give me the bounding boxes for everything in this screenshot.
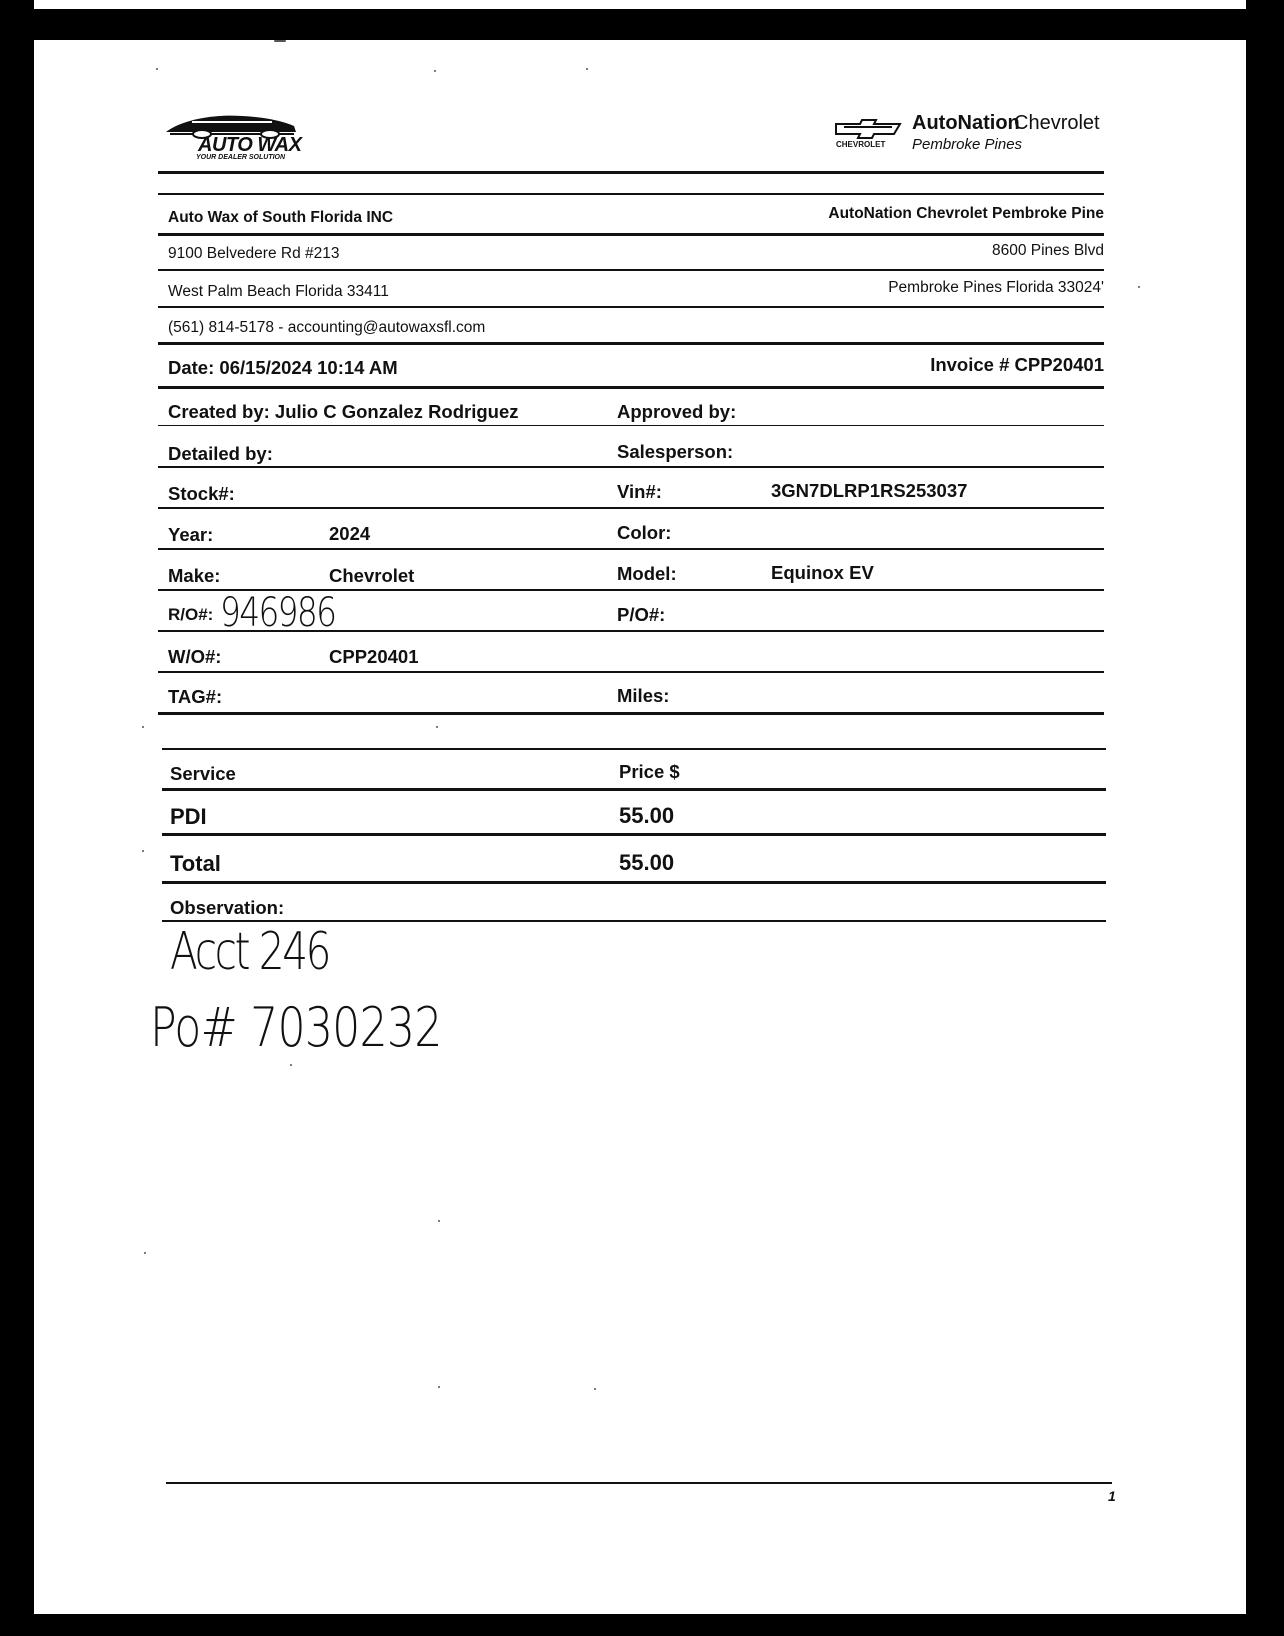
stock-label: Stock#: (168, 483, 235, 504)
autonation-brand-a: AutoNation (912, 112, 1020, 134)
divider-created (158, 425, 1104, 426)
scan-speck (156, 68, 158, 70)
dealer-city: Pembroke Pines Florida 33024' (888, 279, 1104, 296)
service-header: Service (170, 763, 236, 784)
divider-date (158, 386, 1104, 389)
divider-vendor-4 (158, 342, 1104, 345)
wo-label: W/O#: (168, 646, 222, 667)
divider-year (158, 548, 1104, 550)
year-label: Year: (168, 524, 214, 545)
divider-vendor-1 (158, 233, 1104, 236)
color-label: Color: (617, 522, 672, 543)
autowax-logo-text: AUTO WAX (198, 134, 302, 156)
autonation-brand-sub: Pembroke Pines (912, 136, 1023, 153)
divider-wo (158, 671, 1104, 673)
divider-vendor-3 (158, 306, 1104, 308)
scan-speck (274, 40, 286, 42)
footer-divider (166, 1482, 1112, 1484)
scan-speck (142, 726, 144, 728)
created-by: Created by: Julio C Gonzalez Rodriguez (168, 401, 519, 422)
total-label: Total (170, 851, 221, 876)
scan-speck (142, 850, 144, 852)
approved-by-label: Approved by: (617, 401, 737, 422)
scan-speck (438, 1220, 440, 1222)
scan-speck (1138, 286, 1140, 288)
divider-stock (158, 507, 1104, 509)
vendor-address: 9100 Belvedere Rd #213 (168, 245, 340, 262)
scan-speck (594, 1388, 596, 1390)
autonation-logo (834, 108, 1134, 158)
divider-ro (158, 630, 1104, 632)
dealer-address: 8600 Pines Blvd (991, 242, 1104, 259)
observation-label: Observation: (170, 897, 285, 918)
invoice-number: Invoice # CPP20401 (930, 354, 1104, 375)
dealer-name: AutoNation Chevrolet Pembroke Pine (828, 205, 1104, 222)
make-value: Chevrolet (329, 565, 415, 586)
service-row-price: 55.00 (619, 803, 675, 828)
invoice-date: Date: 06/15/2024 10:14 AM (168, 357, 398, 378)
detailed-by-label: Detailed by: (168, 443, 273, 464)
vendor-city: West Palm Beach Florida 33411 (168, 283, 389, 300)
scan-speck (434, 70, 436, 72)
model-label: Model: (617, 563, 677, 584)
header-divider-2 (158, 193, 1104, 195)
scan-speck (290, 1064, 292, 1066)
vendor-name: Auto Wax of South Florida INC (168, 209, 394, 226)
tag-label: TAG#: (168, 686, 223, 707)
model-value: Equinox EV (771, 562, 874, 583)
salesperson-label: Salesperson: (617, 441, 734, 462)
divider-tag (158, 712, 1104, 715)
observation-handwritten-line1: Acct 246 (170, 922, 330, 982)
top-strip (34, 0, 1246, 9)
wo-value: CPP20401 (329, 646, 419, 667)
miles-label: Miles: (617, 685, 670, 706)
observation-handwritten-line2: Po# 7030232 (150, 996, 442, 1059)
divider-service-row (162, 833, 1106, 836)
divider-total (162, 881, 1106, 884)
divider-services-top (162, 748, 1106, 750)
chevrolet-bowtie-icon (834, 118, 904, 140)
divider-detailed (158, 466, 1104, 468)
total-value: 55.00 (619, 850, 675, 875)
year-value: 2024 (329, 523, 371, 544)
vendor-contact: (561) 814-5178 - accounting@autowaxsfl.com (168, 319, 486, 336)
vin-label: Vin#: (617, 481, 662, 502)
ro-label: R/O#: (168, 605, 214, 624)
header-divider-top (158, 171, 1104, 174)
divider-vendor-2 (158, 269, 1104, 271)
price-header: Price $ (619, 761, 680, 782)
scan-speck (438, 1386, 440, 1388)
scan-speck (144, 1252, 146, 1254)
divider-services-header (162, 788, 1106, 791)
vin-value: 3GN7DLRP1RS253037 (771, 480, 968, 501)
po-label: P/O#: (617, 604, 666, 625)
page-number: 1 (1108, 1488, 1116, 1504)
autonation-brand-b: Chevrolet (1014, 112, 1100, 134)
ro-handwritten-value: 946986 (220, 590, 336, 636)
scan-speck (586, 68, 588, 70)
document-page (34, 40, 1246, 1614)
scan-speck (436, 726, 438, 728)
chevrolet-small-text: CHEVROLET (836, 140, 886, 149)
autowax-logo-tagline: YOUR DEALER SOLUTION (196, 154, 286, 161)
service-row-name: PDI (170, 804, 207, 829)
autowax-logo (162, 110, 302, 166)
make-label: Make: (168, 565, 221, 586)
